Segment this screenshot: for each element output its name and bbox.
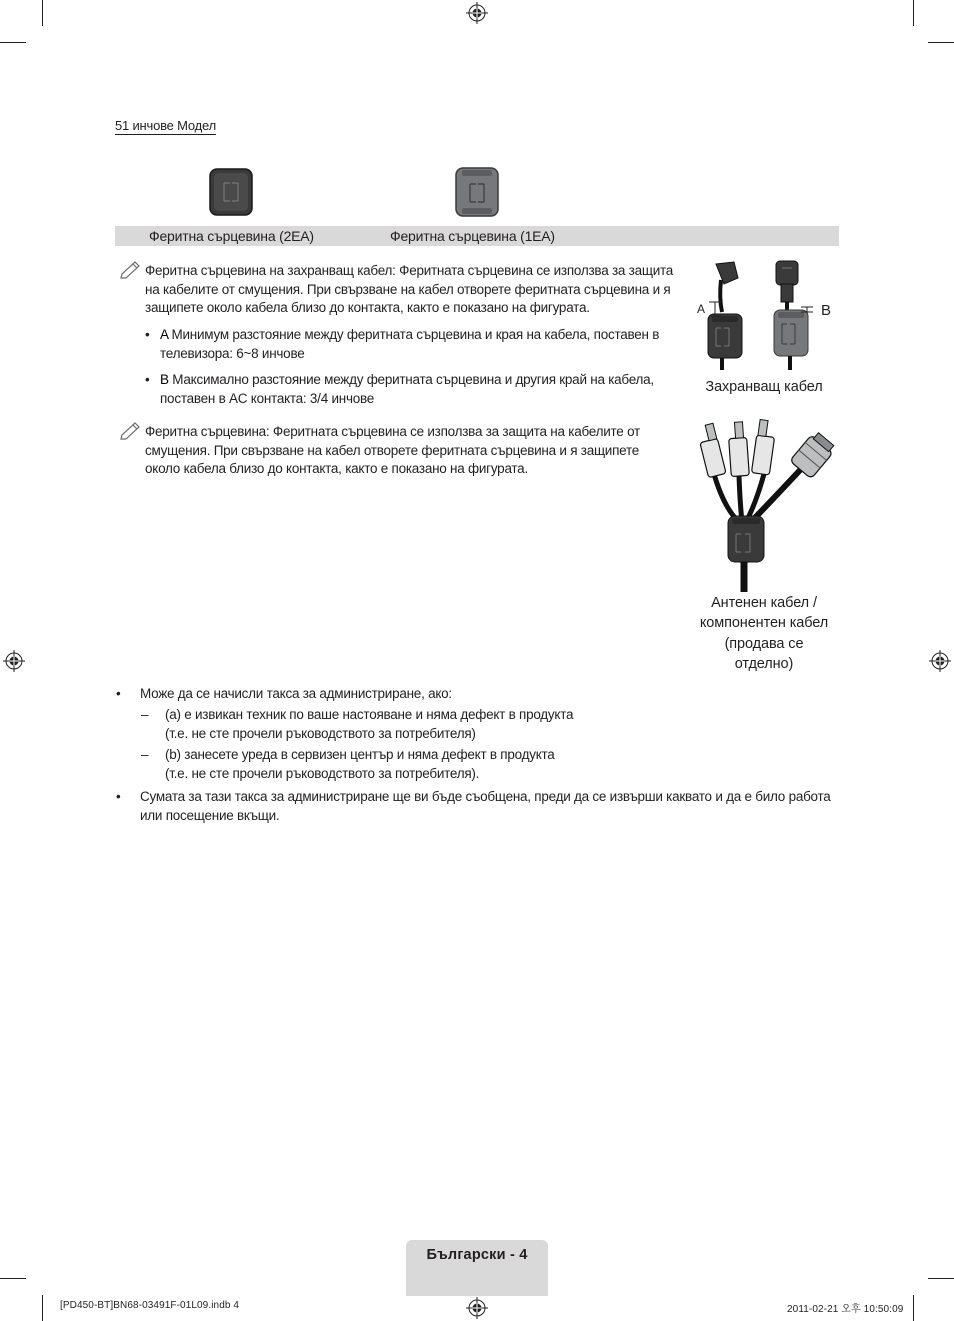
fee-dash-line: (b) занесете уреда в сервизен център и няма дефект в продукта <box>165 747 555 762</box>
note-line: Феритна сърцевина: Феритната сърцевина се използва за защита на кабелите от <box>145 424 640 439</box>
registration-mark-icon <box>3 650 25 672</box>
antenna-component-cable-figure <box>694 418 844 594</box>
bullet-a <box>160 326 659 363</box>
fee-bullet-line: или посещение вкъщи. <box>140 807 280 823</box>
dimension-label-a: A <box>697 302 706 316</box>
crop-mark <box>42 1295 43 1321</box>
crop-mark <box>0 42 26 43</box>
bullet-marker: • <box>116 686 121 701</box>
bullet-marker: • <box>145 372 150 387</box>
note-power-ferrite <box>145 262 673 318</box>
ferrite-label-1ea: Феритна сърцевина (1EA) <box>390 228 555 244</box>
page-number-tab <box>406 1240 548 1296</box>
bullet-b-letter: B <box>160 372 169 387</box>
bullet-marker: • <box>116 789 121 804</box>
crop-mark <box>42 0 43 26</box>
dimension-label-b: B <box>821 302 832 319</box>
bullet-b <box>160 371 654 408</box>
ferrite-core-dark-icon <box>208 167 254 217</box>
bullet-a-text: Минимум разстояние между феритната сърцевина и края на кабела, поставен в <box>168 327 660 342</box>
dash-marker: – <box>141 747 149 762</box>
caption-line: Антенен кабел / <box>711 595 817 611</box>
power-cable-caption: Захранващ кабел <box>705 379 823 395</box>
bullet-a-text: телевизора: 6~8 инчове <box>160 345 305 361</box>
fee-bullet-2 <box>140 788 831 825</box>
note-line: около кабела близо до контакта, както е показано на фигурата. <box>145 461 528 476</box>
registration-mark-icon <box>929 650 951 672</box>
fee-dash-line: (т.е. не сте прочели ръководството за потребителя) <box>165 725 476 741</box>
crop-mark <box>928 42 954 43</box>
registration-mark-icon <box>466 2 488 24</box>
fee-bullet-line: Сумата за тази такса за администриране ще ви бъде съобщена, преди да се извърши каквато и да е било работа <box>140 789 831 804</box>
note-ferrite <box>145 423 640 479</box>
note-line: Феритна сърцевина на захранващ кабел: Феритната сърцевина се използва за защита <box>145 263 674 278</box>
note-pencil-icon <box>119 259 143 279</box>
antenna-cable-subcaption <box>684 634 844 674</box>
ferrite-label-2ea: Феритна сърцевина (2EA) <box>149 228 314 244</box>
fee-dash-line: (т.е. не сте прочели ръководството за потребителя). <box>165 765 480 781</box>
fee-dash-2 <box>165 746 555 783</box>
caption-line: компонентен кабел <box>699 615 829 631</box>
antenna-cable-caption <box>684 593 844 633</box>
date-slug: 2011-02-21 오후 10:50:09 <box>787 1304 904 1315</box>
caption-line: отделно) <box>734 656 794 672</box>
crop-mark <box>928 1278 954 1279</box>
ferrite-core-grey-icon <box>454 166 500 218</box>
bullet-a-letter: A <box>160 327 169 342</box>
bullet-b-text: поставен в AC контакта: 3/4 инчове <box>160 390 375 406</box>
fee-bullet-1: Може да се начисли такса за администриране, ако: <box>140 686 452 701</box>
crop-mark <box>913 1295 914 1321</box>
crop-mark <box>913 0 914 26</box>
registration-mark-icon <box>466 1297 488 1319</box>
file-slug: [PD450-BT]BN68-03491F-01L09.indb 4 <box>60 1300 240 1311</box>
caption-line: (продава се <box>724 636 804 652</box>
fee-dash-1 <box>165 706 573 743</box>
page-number-label: Български - 4 <box>426 1247 528 1263</box>
note-pencil-icon <box>119 420 143 440</box>
crop-mark <box>0 1278 26 1279</box>
power-cable-figure <box>694 258 839 370</box>
section-title: 51 инчове Модел <box>115 118 217 133</box>
note-line: смущения. При свързване на кабел отворете феритната сърцевина и я защипете <box>145 442 640 458</box>
dash-marker: – <box>141 707 149 722</box>
bullet-marker: • <box>145 327 150 342</box>
note-line: на кабелите от смущения. При свързване на кабел отворете феритната сърцевина и я <box>145 281 671 297</box>
bullet-b-text: Максимално разстояние между феритната сърцевина и другия край на кабела, <box>168 372 654 387</box>
fee-dash-line: (a) е извикан техник по ваше настояване и няма дефект в продукта <box>165 707 574 722</box>
note-line: защипете около кабела близо до контакта, както е показано на фигурата. <box>145 300 590 315</box>
